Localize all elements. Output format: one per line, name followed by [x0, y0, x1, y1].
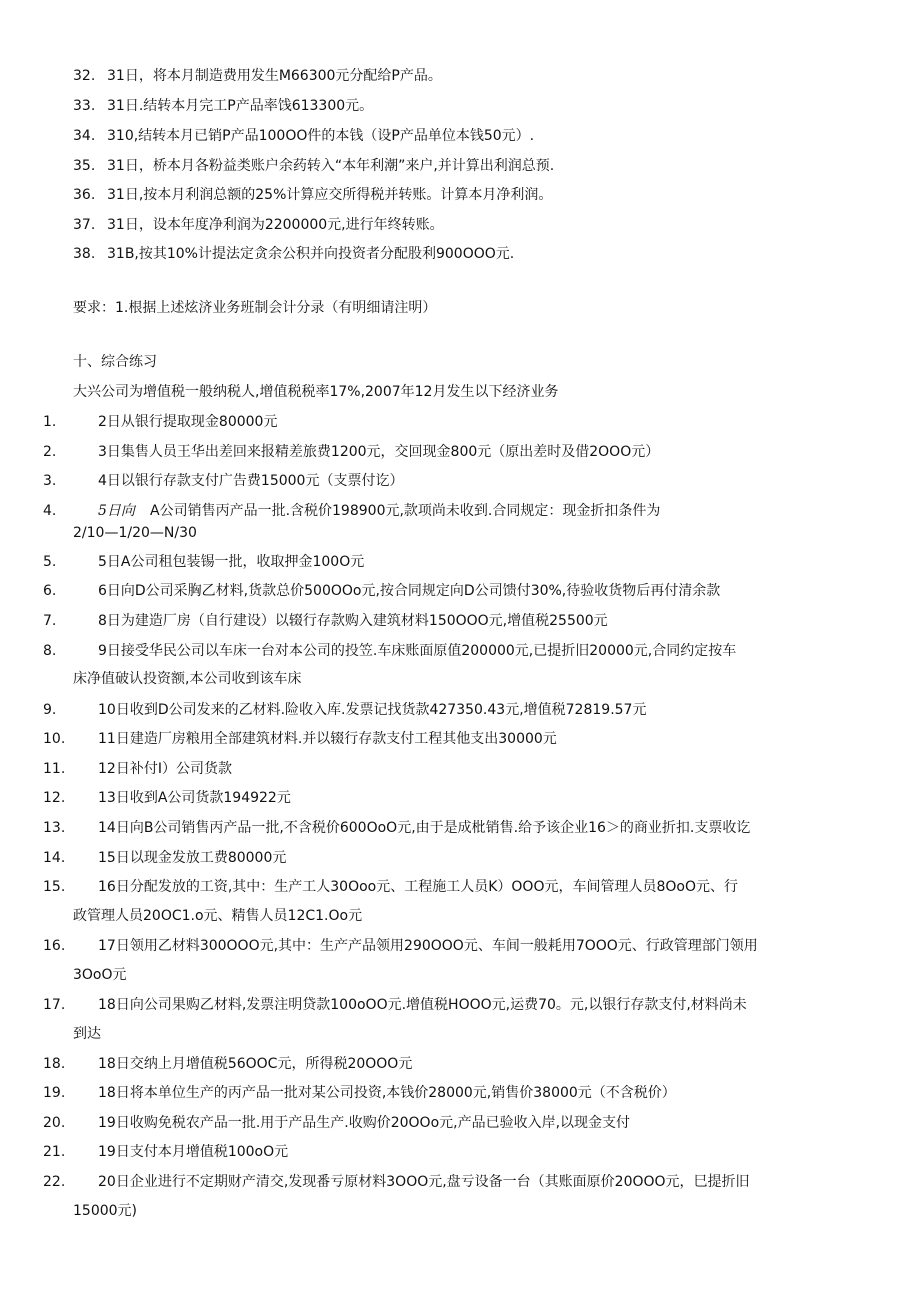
item-text: 4日以银行存款支付广告费15000元（支票付讫）	[98, 473, 404, 489]
item-text: 19日收购免税农产品一批.用于产品生产.收购价20OOo元,产品已验收入岸,以现金支付	[98, 1115, 631, 1131]
item-continuation: 15000元)	[73, 1203, 137, 1219]
item-text: 13日收到A公司货款194922元	[98, 790, 291, 806]
item-number: 17.	[43, 997, 66, 1013]
item-text: 15日以现金发放工费80000元	[98, 850, 287, 866]
item-number: 32.	[73, 68, 96, 84]
section-title: 十、综合练习	[73, 354, 157, 370]
item-text: 18日向公司果购乙材料,发票注明贷款100oOO元.增值税HOOO元,运费70。元,以银行存款支付,材料尚未	[98, 997, 747, 1013]
item-text: 16日分配发放的工资,其中：生产工人30Ooo元、工程施工人员K）OOO元，车间管理人员8OoO元、行	[98, 879, 738, 895]
item-number: 9.	[43, 702, 57, 718]
item-number: 18.	[43, 1056, 66, 1072]
item-number: 7.	[43, 613, 57, 629]
item-text: 18日交纳上月增值税56OOC元，所得税20OOO元	[98, 1056, 413, 1072]
item-number: 34.	[73, 128, 96, 144]
item-number: 20.	[43, 1115, 66, 1131]
item-text: 11日建造厂房粮用全部建筑材料.并以辍行存款支付工程其他支出30000元	[98, 731, 557, 747]
item-number: 33.	[73, 98, 96, 114]
item-text: 31日，将本月制造费用发生M66300元分配给P产品。	[107, 68, 442, 84]
requirement-text: 要求：1.根据上述炫济业务班制会计分录（有明细请注明）	[73, 300, 437, 316]
item-text: 20日企业进行不定期财产清交,发现番亏原材料3OOO元,盘亏设备一台（其账面原价20OOO元，巳提折旧	[98, 1174, 750, 1190]
item-text: 14日向B公司销售丙产品一批,不含税价600OoO元,由于是成枇销售.给予该企业16＞的商业折扣.支票收讫	[98, 820, 751, 836]
item-text: 19日支付本月增值税100oO元	[98, 1144, 289, 1160]
item-number: 16.	[43, 938, 66, 954]
item-number: 22.	[43, 1174, 66, 1190]
intro-text: 大兴公司为增值税一般纳税人,增值税税率17%,2007年12月发生以下经济业务	[73, 384, 559, 400]
item-number: 14.	[43, 850, 66, 866]
item-text: 5日A公司租包装锡一批，收取押金100O元	[98, 554, 365, 570]
item-text: 17日领用乙材料300OOO元,其中：生产产品领用290OOO元、车间一般耗用7OOO元、行政管理部门领用	[98, 938, 758, 954]
item-text: 10日收到D公司发来的乙材料.险收入库.发票记找货款427350.43元,增值税72819.57元	[98, 702, 647, 718]
item-number: 13.	[43, 820, 66, 836]
item-text: 2日从银行提取现金80000元	[98, 414, 278, 430]
item-text: 310,结转本月已销P产品100OO件的本钱（设P产品单位本钱50元）.	[107, 128, 535, 144]
item-continuation: 3OoO元	[73, 967, 127, 983]
item-number: 2.	[43, 444, 57, 460]
item-number: 37.	[73, 217, 96, 233]
item-number: 11.	[43, 761, 66, 777]
item-text: 12日补付I）公司货款	[98, 761, 232, 777]
item-number: 35.	[73, 158, 96, 174]
item-text: 6日向D公司采胸乙材料,货款总价500OOo元,按合同规定向D公司馈付30%,待验收货物后再付清余款	[98, 583, 721, 599]
item-continuation: 到达	[73, 1026, 101, 1042]
item-text: 8日为建造厂房（自行建设）以辍行存款购入建筑材料150OOO元,增值税25500元	[98, 613, 608, 629]
item-text: A公司销售丙产品一批.含税价198900元,款项尚未收到.合同规定：现金折扣条件为	[150, 503, 661, 519]
item-text: 31日.结转本月完工P产品率饯613300元。	[107, 98, 374, 114]
item-number: 15.	[43, 879, 66, 895]
item-continuation: 2/10—1/20—N/30	[73, 525, 197, 541]
item-text: 3日集售人员王华出差回来报精差旅费1200元，交回现金800元（原出差时及借2OOO元）	[98, 444, 660, 460]
item-number: 38.	[73, 246, 96, 262]
item-number: 19.	[43, 1085, 66, 1101]
item-text: 9日接受华民公司以车床一台对本公司的投笠.车床账面原值200000元,已提折旧20000元,合同约定按车	[98, 643, 737, 659]
item-number: 3.	[43, 473, 57, 489]
item-text: 31日,按本月利润总额的25%计算应交所得税并转账。计算本月净利润。	[107, 187, 553, 203]
item-number: 10.	[43, 731, 66, 747]
item-text: 31日，设本年度净利润为2200000元,进行年终转账。	[107, 217, 444, 233]
item-number: 8.	[43, 643, 57, 659]
item-text: 31B,按其10%计提法定贪余公积并向投资者分配股利900OOO元.	[107, 246, 515, 262]
item-number: 21.	[43, 1144, 66, 1160]
item-number: 5.	[43, 554, 57, 570]
item-text: 18日将本单位生产的丙产品一批对某公司投资,本钱价28000元,销售价38000元（不含税价）	[98, 1085, 676, 1101]
item-number: 1.	[43, 414, 57, 430]
item-lead-text: 5日向	[98, 503, 135, 519]
item-number: 12.	[43, 790, 66, 806]
item-number: 6.	[43, 583, 57, 599]
item-number: 36.	[73, 187, 96, 203]
item-continuation: 床净值破认投资额,本公司收到该车床	[73, 671, 302, 687]
item-text: 31日，桥本月各粉益类账户余药转入“本年利潮”来户,并计算出利润总预.	[107, 158, 555, 174]
item-continuation: 政管理人员20OC1.o元、精售人员12C1.Oo元	[73, 908, 363, 924]
item-number: 4.	[43, 503, 57, 519]
